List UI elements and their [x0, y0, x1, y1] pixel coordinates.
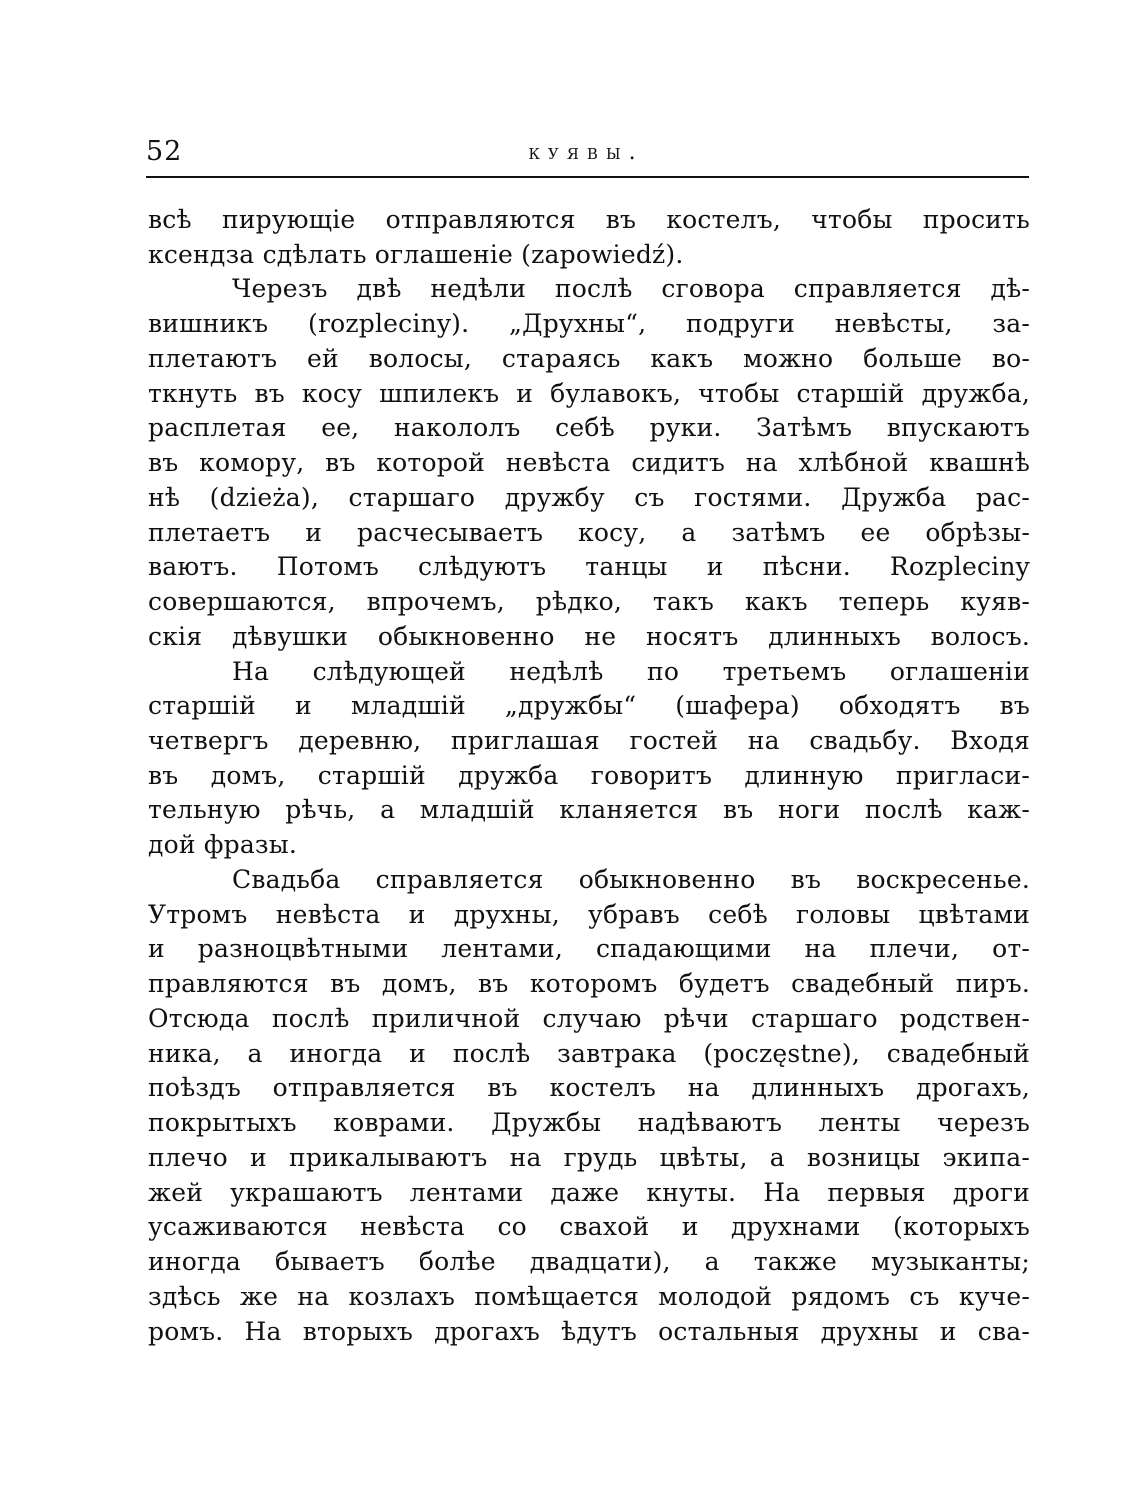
- body-text: [148, 203, 1030, 1349]
- text-line: поѣздъ отправляется въ костелъ на длинныхъ дрогахъ,: [148, 1073, 1030, 1103]
- running-head: куявы.: [528, 140, 644, 165]
- text-line: усаживаются невѣста со свахой и друхнами (которыхъ: [148, 1212, 1030, 1242]
- text-line: тельную рѣчь, а младшій кланяется въ ноги послѣ каж-: [148, 795, 1030, 825]
- text-line: ваютъ. Потомъ слѣдуютъ танцы и пѣсни. Rozpleciny: [148, 552, 1030, 582]
- text-line: скія дѣвушки обыкновенно не носятъ длинныхъ волосъ.: [148, 621, 1030, 651]
- text-line: ткнуть въ косу шпилекъ и булавокъ, чтобы старшій дружба,: [148, 378, 1030, 408]
- text-line: ксендза сдѣлать оглашеніе (zapowiedź).: [148, 239, 684, 269]
- text-line: Свадьба справляется обыкновенно въ воскресенье.: [232, 864, 1030, 894]
- text-line: четвергъ деревню, приглашая гостей на свадьбу. Входя: [148, 726, 1030, 756]
- text-line: плетаютъ ей волосы, стараясь какъ можно больше во-: [148, 343, 1030, 373]
- text-line: плетаетъ и расчесываетъ косу, а затѣмъ ее обрѣзы-: [148, 517, 1030, 547]
- text-line: въ домъ, старшій дружба говоритъ длинную пригласи-: [148, 760, 1030, 790]
- text-line: плечо и прикалываютъ на грудь цвѣты, а возницы экипа-: [148, 1142, 1030, 1172]
- text-line: На слѣдующей недѣлѣ по третьемъ оглашеніи: [232, 656, 1030, 686]
- text-line: и разноцвѣтными лентами, спадающими на плечи, от-: [148, 934, 1030, 964]
- text-line: иногда бываетъ болѣе двадцати), а также музыканты;: [148, 1247, 1030, 1277]
- text-line: ника, а иногда и послѣ завтрака (poczęstne), свадебный: [148, 1038, 1030, 1068]
- text-line: расплетая ее, накололъ себѣ руки. Затѣмъ впускаютъ: [148, 413, 1030, 443]
- text-line: покрытыхъ коврами. Дружбы надѣваютъ ленты черезъ: [148, 1108, 1030, 1138]
- text-line: вишникъ (rozpleciny). „Друхны“, подруги невѣсты, за-: [148, 309, 1030, 339]
- text-line: Утромъ невѣста и друхны, убравъ себѣ головы цвѣтами: [148, 899, 1030, 929]
- page-number: 52: [146, 136, 183, 167]
- header-rule: [146, 176, 1029, 178]
- text-line: совершаются, впрочемъ, рѣдко, такъ какъ теперь куяв-: [148, 587, 1030, 617]
- text-line: правляются въ домъ, въ которомъ будетъ свадебный пиръ.: [148, 969, 1030, 999]
- text-line: жей украшаютъ лентами даже кнуты. На первыя дроги: [148, 1177, 1030, 1207]
- text-line: дой фразы.: [148, 830, 298, 860]
- text-line: Черезъ двѣ недѣли послѣ сговора справляется дѣ-: [232, 274, 1030, 304]
- text-line: въ комору, въ которой невѣста сидитъ на хлѣбной квашнѣ: [148, 448, 1030, 478]
- text-line: здѣсь же на козлахъ помѣщается молодой рядомъ съ куче-: [148, 1281, 1030, 1311]
- text-line: всѣ пирующіе отправляются въ костелъ, чтобы просить: [148, 205, 1030, 234]
- page-header: [146, 132, 1026, 172]
- text-line: ромъ. На вторыхъ дрогахъ ѣдутъ остальныя друхны и сва-: [148, 1316, 1030, 1346]
- text-line: Отсюда послѣ приличной случаю рѣчи старшаго родствен-: [148, 1003, 1030, 1033]
- text-line: нѣ (dzieża), старшаго дружбу съ гостями. Дружба рас-: [148, 482, 1030, 512]
- text-line: старшій и младшій „дружбы“ (шафера) обходятъ въ: [148, 691, 1030, 721]
